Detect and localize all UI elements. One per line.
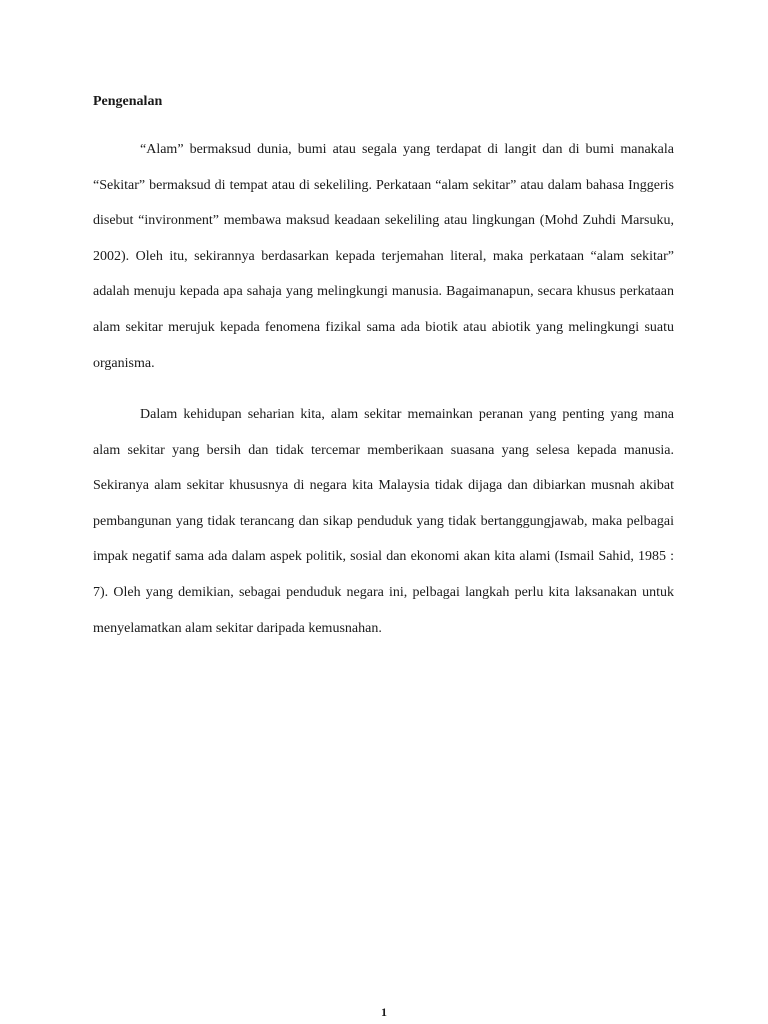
paragraph-2: Dalam kehidupan seharian kita, alam sekitar memainkan peranan yang penting yang mana alam sekitar yang bersih dan tidak tercemar memberikaan suasana yang selesa kepada manusia. Sekiranya alam sekitar khususnya di negara kita Malaysia tidak dijaga dan dibiarkan musnah akibat pembangunan yang tidak terancang dan sikap penduduk yang tidak bertanggungjawab, maka pelbagai impak negatif sama ada dalam aspek politik, sosial dan ekonomi akan kita alami (Ismail Sahid, 1985 : 7). Oleh yang demikian, sebagai penduduk negara ini, pelbagai langkah perlu kita laksanakan untuk menyelamatkan alam sekitar daripada kemusnahan.: [93, 407, 674, 636]
paragraph-1: “Alam” bermaksud dunia, bumi atau segala yang terdapat di langit dan di bumi manakala “Sekitar” bermaksud di tempat atau di sekeliling. Perkataan “alam sekitar” atau dalam bahasa Inggeris disebut “invironment” membawa maksud keadaan sekeliling atau lingkungan (Mohd Zuhdi Marsuku, 2002). Oleh itu, sekirannya berdasarkan kepada terjemahan literal, maka perkataan “alam sekitar” adalah menuju kepada apa sahaja yang melingkungi manusia. Bagaimanapun, secara khusus perkataan alam sekitar merujuk kepada fenomena fizikal sama ada biotik atau abiotik yang melingkungi suatu organisma.: [93, 142, 674, 371]
section-heading: Pengenalan: [93, 94, 163, 109]
page-number: 1: [381, 1005, 387, 1019]
